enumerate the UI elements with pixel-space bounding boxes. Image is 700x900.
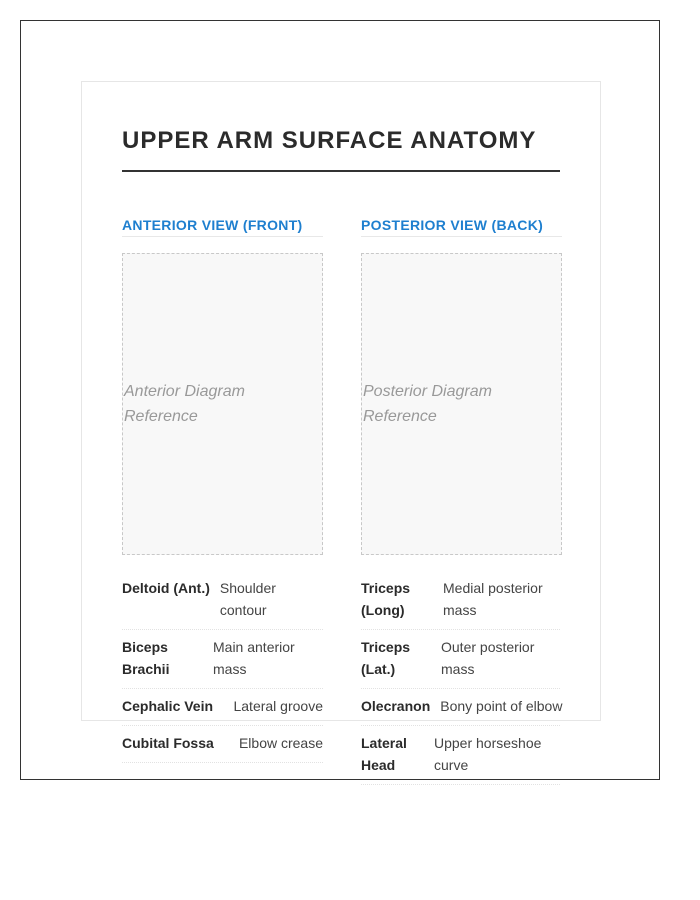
term-description: Medial posterior mass (443, 580, 543, 618)
term-row (361, 630, 560, 689)
posterior-term-list (361, 577, 563, 785)
posterior-diagram-placeholder (361, 253, 562, 555)
term-row (361, 577, 560, 630)
term-name: Lateral Head (361, 735, 407, 773)
anterior-term-list (122, 577, 323, 763)
term-row (361, 726, 560, 785)
term-name: Deltoid (Ant.) (122, 580, 210, 596)
term-name: Cephalic Vein (122, 698, 214, 714)
term-row (122, 689, 323, 726)
posterior-column (361, 214, 562, 785)
term-row (122, 726, 323, 763)
posterior-heading: POSTERIOR VIEW (BACK) (361, 214, 562, 237)
term-description: Lateral groove (233, 698, 323, 714)
term-description: Outer posterior mass (441, 639, 535, 677)
term-name: Cubital Fossa (122, 735, 214, 751)
term-name: Triceps (Long) (361, 580, 411, 618)
title-divider (122, 170, 560, 172)
posterior-diagram-label: Posterior Diagram Reference (363, 383, 492, 425)
anterior-diagram-placeholder (122, 253, 323, 555)
term-description: Main anterior mass (213, 639, 295, 677)
term-description: Bony point of elbow (440, 698, 563, 714)
term-description: Elbow crease (238, 735, 323, 751)
term-row (122, 577, 323, 630)
term-description: Shoulder contour (219, 580, 276, 618)
term-row (361, 689, 563, 726)
term-description: Upper horseshoe curve (434, 735, 542, 773)
anterior-diagram-label: Anterior Diagram Reference (124, 383, 245, 425)
term-name: Olecranon (361, 698, 431, 714)
term-name: Biceps Brachii (122, 639, 170, 677)
term-name: Triceps (Lat.) (361, 639, 411, 677)
term-row (122, 630, 323, 689)
page-title: UPPER ARM SURFACE ANATOMY (122, 127, 537, 154)
anterior-heading: ANTERIOR VIEW (FRONT) (122, 214, 323, 237)
anterior-column (122, 214, 323, 763)
